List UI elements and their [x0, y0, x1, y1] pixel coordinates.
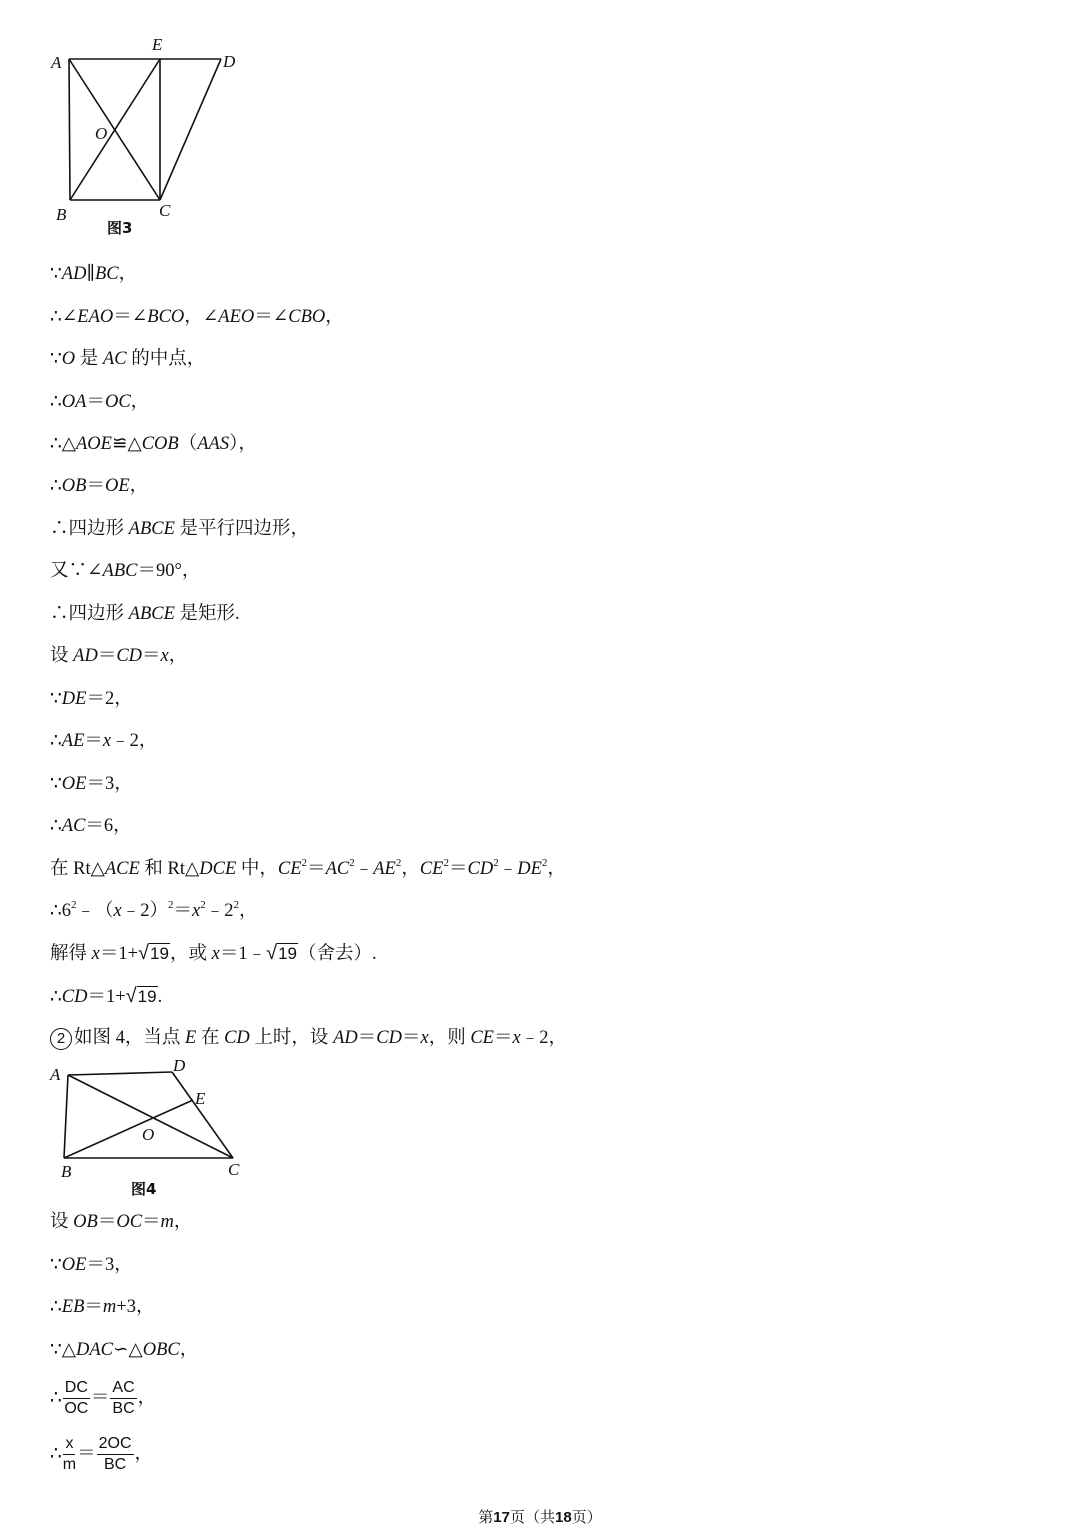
- label-d: D: [173, 1056, 186, 1075]
- sqrt-19: √19: [138, 942, 169, 964]
- fraction: $\frac{2OC}{BC}$: [98, 1435, 132, 1474]
- fraction: $\frac{AC}{BC}$: [112, 1379, 135, 1418]
- text-line: ∵DE＝2，: [50, 689, 133, 709]
- label-b: B: [61, 1162, 72, 1181]
- figure-3: [45, 30, 265, 242]
- text-line: 设 OB＝OC＝m，: [50, 1212, 193, 1232]
- figure-4: [45, 1055, 265, 1201]
- text-line: ∴OB＝OE，: [50, 476, 149, 496]
- label-c: C: [228, 1160, 240, 1179]
- text-line: ∴四边形 ABCE 是平行四边形，: [50, 519, 310, 539]
- text-line: 在 Rt△ACE 和 Rt△DCE 中，$CE^2=AC^2﹣AE^2$，$CE^2=CD^2﹣DE^2$，: [50, 857, 566, 879]
- text-line: ∵O 是 AC 的中点，: [50, 349, 206, 369]
- text-line: ∵AD∥BC，: [50, 264, 138, 284]
- label-b: B: [56, 205, 67, 224]
- label-c: C: [159, 201, 171, 220]
- text-line: ∴AE＝x﹣2，: [50, 731, 158, 751]
- figure-caption: 图3: [107, 219, 133, 237]
- page-total: 18: [555, 1509, 572, 1526]
- text-line: ∴四边形 ABCE 是矩形.: [50, 604, 240, 624]
- text-line: ∵OE＝3，: [50, 774, 133, 794]
- page-footer: 第17页（共18页）: [478, 1509, 602, 1526]
- label-o: O: [142, 1125, 155, 1144]
- sqrt-19: √19: [266, 942, 297, 964]
- text-line: ∴AC＝6，: [50, 816, 132, 836]
- figure-caption: 图4: [131, 1180, 157, 1198]
- text-line: ∴∠EAO＝∠BCO，∠AEO＝∠CBO，: [50, 307, 344, 327]
- label-e: E: [195, 1089, 206, 1108]
- text-line: 又∵∠ABC＝90°，: [50, 561, 201, 581]
- label-o: O: [95, 124, 108, 143]
- text-line: ∴CD＝1+√19.: [50, 985, 163, 1007]
- text-line: ∴ $\frac{DC}{OC}$ ＝ $\frac{AC}{BC}$ ，: [50, 1379, 157, 1418]
- label-a: A: [50, 1065, 61, 1084]
- sqrt-19: √19: [125, 985, 157, 1007]
- text-line: 2 如图 4，当点 E 在 CD 上时，设 AD＝CD＝x，则 CE＝x﹣2，: [50, 1026, 567, 1050]
- page-number: 17: [493, 1509, 510, 1526]
- text-line: ∴EB＝m+3，: [50, 1297, 155, 1317]
- text-line: ∴OA＝OC，: [50, 392, 150, 412]
- label-a: A: [51, 53, 62, 72]
- text-line: 设 AD＝CD＝x，: [50, 646, 188, 666]
- text-line: ∵OE＝3，: [50, 1255, 133, 1275]
- label-e: E: [152, 35, 163, 54]
- label-d: D: [223, 52, 236, 71]
- fraction: $\frac{x}{m}$: [62, 1435, 77, 1474]
- figure-4-diagram: [45, 1055, 265, 1201]
- text-line: ∴△AOE≌△COB（AAS），: [50, 434, 257, 454]
- text-line: ∴ $\frac{x}{m}$ ＝ $\frac{2OC}{BC}$ ，: [50, 1435, 154, 1474]
- figure-3-diagram: [45, 30, 265, 242]
- text-line: ∵△DAC∽△OBC，: [50, 1340, 199, 1360]
- text-line: 解得 x＝1+√19，或 x＝1﹣√19（舍去）.: [50, 942, 377, 964]
- text-line: $\therefore 6^2﹣(x﹣2)^2=x^2﹣2^2$，: [50, 899, 258, 921]
- circled-number: 2: [50, 1028, 72, 1050]
- fraction: $\frac{DC}{OC}$: [64, 1379, 89, 1418]
